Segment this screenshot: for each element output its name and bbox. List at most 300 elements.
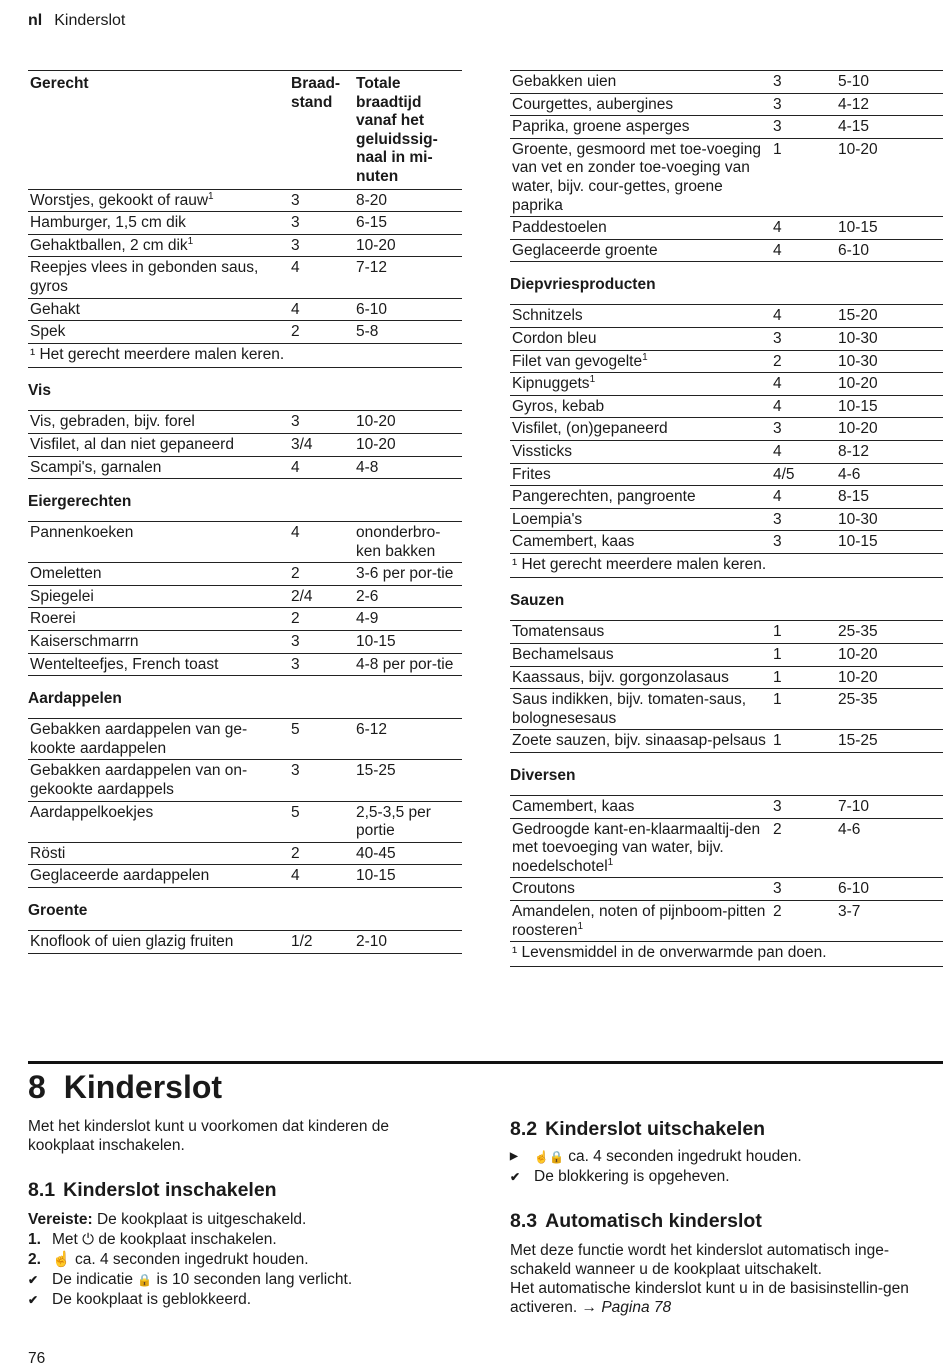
table-row	[510, 818, 943, 878]
dish-cell	[28, 653, 289, 676]
table-row	[510, 644, 943, 667]
table-row	[28, 801, 462, 842]
dish-name: Gebakken uien	[512, 73, 617, 90]
time-cell: 4-6	[838, 465, 861, 483]
sauzen-table	[510, 620, 943, 753]
dish-name: Aardappelkoekjes	[30, 803, 154, 821]
table-row	[28, 842, 462, 865]
stand-cell: 2	[773, 903, 782, 920]
table-row	[28, 865, 462, 888]
requirement-label: Vereiste:	[28, 1211, 93, 1228]
page-link[interactable]: → Pagina 78	[581, 1299, 672, 1316]
time-cell: 2-6	[356, 587, 379, 605]
section-8-3-title	[510, 1209, 943, 1233]
dish-name: Gedroogde kant-en-klaarmaaltij-den met toevoeging van water, bijv. noedelschotel	[512, 820, 761, 875]
dish-cell	[28, 189, 289, 212]
dish-cell	[510, 217, 771, 240]
step-text: ca. 4 seconden ingedrukt houden.	[70, 1251, 309, 1268]
vlees-table	[28, 70, 462, 368]
dish-cell	[510, 138, 771, 216]
dish-name: Gebakken aardappelen van ge-kookte aardappelen	[30, 721, 248, 757]
stand-cell: 4	[773, 442, 782, 460]
check-icon: ✔	[510, 1170, 521, 1184]
time-cell: 8-12	[838, 442, 870, 460]
time-cell: 2,5-3,5 per portie	[356, 803, 431, 840]
time-cell: 4-9	[356, 610, 379, 628]
step	[510, 1147, 943, 1167]
section-8-2-title	[510, 1117, 943, 1141]
power-icon: ⏻	[82, 1231, 95, 1248]
stand-cell: 1	[773, 732, 782, 750]
time-cell: 4-8	[356, 458, 379, 476]
dish-cell	[510, 730, 771, 753]
stand-cell: 4	[773, 307, 782, 325]
time-cell: 4-15	[838, 118, 870, 136]
footnote-ref: 1	[642, 351, 648, 363]
table-header-row	[28, 71, 462, 190]
chapter-title	[28, 1069, 222, 1106]
stand-cell: 2/4	[291, 587, 313, 605]
table-row	[28, 719, 462, 760]
stand-cell: 1	[773, 646, 782, 664]
stand-cell: 3	[291, 762, 300, 780]
stand-cell: 4	[291, 300, 300, 318]
section-title-aardappelen: Aardappelen	[28, 690, 122, 708]
dish-name: Knoflook of uien glazig fruiten	[30, 933, 234, 950]
table-row	[28, 631, 462, 654]
table-row	[28, 257, 462, 298]
dish-cell	[510, 901, 771, 942]
dish-cell	[510, 796, 771, 819]
table-row	[510, 796, 943, 819]
dish-name: Kipnuggets	[512, 375, 590, 393]
stand-cell: 3	[291, 655, 300, 673]
page-header	[28, 12, 125, 30]
table-row	[510, 418, 943, 441]
table-row	[510, 463, 943, 486]
dish-cell	[510, 644, 771, 667]
stand-cell: 3	[291, 191, 300, 209]
auto-lock-text-2	[510, 1279, 943, 1317]
time-cell: 10-20	[356, 236, 396, 254]
table-row	[28, 189, 462, 212]
table-row	[510, 486, 943, 509]
section-title-vis: Vis	[28, 382, 51, 400]
stand-cell: 3	[773, 880, 782, 898]
dish-name: Worstjes, gekookt of rauw	[30, 191, 209, 209]
dish-name: Croutons	[512, 880, 575, 898]
table-row	[510, 531, 943, 554]
stand-cell: 4	[773, 375, 782, 393]
dish-cell	[28, 760, 289, 801]
dish-name: Gebakken aardappelen van on-gekookte aardappels	[30, 762, 248, 799]
dish-cell	[510, 239, 771, 262]
time-cell: 7-12	[356, 259, 388, 277]
dish-cell	[510, 508, 771, 531]
table-row	[510, 730, 943, 753]
time-cell: 3-7	[838, 903, 861, 920]
stand-cell: 3	[773, 533, 782, 551]
chapter-intro: Met het kinderslot kunt u voorkomen dat kinderen de kookplaat inschakelen.	[28, 1118, 390, 1154]
eier-table	[28, 521, 462, 676]
lock-icon: 🔒	[137, 1273, 153, 1287]
dish-name: Zoete sauzen, bijv. sinaasap-pelsaus	[512, 732, 766, 750]
time-cell: 10-15	[838, 533, 878, 551]
steps-list	[28, 1230, 468, 1310]
stand-cell: 3	[773, 73, 782, 90]
dish-name: Visfilet, al dan niet gepaneerd	[30, 435, 234, 453]
dish-name: Gyros, kebab	[512, 397, 605, 415]
time-cell: 25-35	[838, 691, 878, 709]
stand-cell: 4/5	[773, 465, 795, 483]
table-row	[510, 508, 943, 531]
step-text: Met	[52, 1231, 83, 1248]
dish-name: Geglaceerde aardappelen	[30, 867, 210, 885]
time-cell: 6-10	[838, 241, 870, 259]
result-text: De kookplaat is geblokkeerd.	[52, 1291, 252, 1308]
dish-cell	[28, 842, 289, 865]
time-cell: 10-30	[838, 329, 878, 347]
dish-cell	[28, 563, 289, 586]
dish-cell	[28, 298, 289, 321]
dish-cell	[28, 212, 289, 235]
hand-touch-icon: ☝	[52, 1251, 71, 1268]
footnote-ref: 1	[577, 920, 584, 932]
time-cell: 2-10	[356, 933, 388, 950]
dish-cell	[510, 689, 771, 730]
stand-cell: 3	[291, 214, 300, 232]
chapter-title-text: Kinderslot	[63, 1069, 223, 1105]
dish-name: Gehakt	[30, 300, 80, 318]
dish-cell	[510, 463, 771, 486]
diepvries-table	[510, 304, 943, 578]
table-row	[28, 522, 462, 563]
dish-name: Vissticks	[512, 442, 573, 460]
header-title: Kinderslot	[54, 12, 126, 29]
table-row	[28, 321, 462, 344]
col-header-braadtijd: Totale braadtijd vanaf het geluidssig- naal in mi- nuten	[356, 75, 438, 185]
dish-name: Courgettes, aubergines	[512, 95, 674, 113]
table-row	[28, 585, 462, 608]
dish-cell	[28, 234, 289, 257]
table-row	[28, 760, 462, 801]
dish-cell	[28, 257, 289, 298]
time-cell: 4-8 per por-tie	[356, 655, 454, 673]
dish-name: Camembert, kaas	[512, 533, 635, 551]
stand-cell: 3	[773, 798, 782, 816]
language-code: nl	[28, 12, 43, 29]
hand-lock-icon: ☝🔒	[534, 1150, 564, 1164]
result-1	[28, 1270, 468, 1290]
dish-name: Schnitzels	[512, 307, 583, 325]
table-row	[28, 456, 462, 479]
requirement-text: De kookplaat is uitgeschakeld.	[92, 1211, 307, 1228]
stand-cell: 4	[291, 458, 300, 476]
dish-name: Visfilet, (on)gepaneerd	[512, 420, 668, 438]
time-cell: 15-20	[838, 307, 878, 325]
time-cell: 10-20	[356, 435, 396, 453]
dish-name: Wentelteefjes, French toast	[30, 655, 219, 673]
dish-cell	[510, 418, 771, 441]
result-text: De indicatie	[52, 1271, 138, 1288]
dish-cell	[510, 818, 771, 878]
dish-name: Spiegelei	[30, 587, 94, 605]
section-number: 8.2	[510, 1118, 538, 1140]
section-title-diversen: Diversen	[510, 767, 576, 785]
stand-cell: 3	[773, 329, 782, 347]
time-cell: 10-20	[838, 420, 878, 438]
dish-name: Frites	[512, 465, 551, 483]
auto-lock-text: Met deze functie wordt het kinderslot automatisch inge-schakeld wanneer u de kookplaat uitschakelt.	[510, 1242, 890, 1278]
col-header-gerecht: Gerecht	[30, 75, 89, 92]
dish-cell	[28, 719, 289, 760]
time-cell: 10-20	[838, 375, 878, 393]
dish-name: Omeletten	[30, 565, 102, 583]
dish-name: Cordon bleu	[512, 329, 597, 347]
table-row	[28, 931, 462, 954]
dish-cell	[28, 631, 289, 654]
page-number: 76	[28, 1350, 46, 1367]
chapter-rule	[28, 1061, 943, 1064]
dish-cell	[510, 93, 771, 116]
dish-name: Bechamelsaus	[512, 646, 614, 664]
time-cell: 10-20	[356, 413, 396, 431]
dish-cell	[510, 395, 771, 418]
time-cell: 5-10	[838, 73, 870, 90]
chapter-number: 8	[28, 1069, 46, 1105]
time-cell: 10-15	[356, 867, 396, 885]
dish-cell	[28, 456, 289, 479]
table-row	[510, 621, 943, 644]
section-title-text: Kinderslot inschakelen	[63, 1179, 277, 1201]
text: Het automatische kinderslot kunt u in de basisinstellin-gen activeren.	[510, 1280, 909, 1316]
dish-cell	[510, 878, 771, 901]
left-text-block	[28, 1117, 468, 1310]
time-cell: 6-10	[838, 880, 870, 898]
footnote-row	[28, 343, 462, 368]
table-row	[510, 901, 943, 942]
table-row	[510, 666, 943, 689]
time-cell: 10-30	[838, 510, 878, 528]
stand-cell: 5	[291, 803, 300, 821]
table-row	[510, 373, 943, 396]
stand-cell: 3/4	[291, 435, 313, 453]
dish-name: Camembert, kaas	[512, 798, 635, 816]
table-row	[510, 138, 943, 216]
table-row	[510, 395, 943, 418]
requirement	[28, 1210, 468, 1229]
dish-name: Loempia's	[512, 510, 583, 528]
right-text-block	[510, 1117, 943, 1317]
stand-cell: 3	[291, 236, 300, 254]
dish-cell	[28, 608, 289, 631]
dish-cell	[28, 522, 289, 563]
stand-cell: 1	[773, 691, 782, 709]
footnote: ¹ Levensmiddel in de onverwarmde pan doen.	[512, 944, 827, 962]
dish-cell	[28, 801, 289, 842]
dish-cell	[510, 327, 771, 350]
section-title-text: Automatisch kinderslot	[545, 1210, 762, 1232]
dish-cell	[510, 116, 771, 139]
dish-cell	[510, 305, 771, 328]
table-row	[28, 563, 462, 586]
section-8-1-title	[28, 1178, 468, 1202]
dish-name: Paprika, groene asperges	[512, 118, 690, 136]
left-column	[28, 70, 462, 954]
dish-name: Groente, gesmoord met toe-voeging van vet en zonder toe-voeging van water, bijv. cour-gettes, groene paprika	[512, 140, 761, 214]
step-1: 1. Met ⏻ de kookplaat inschakelen.	[28, 1231, 277, 1248]
dish-cell	[28, 321, 289, 344]
dish-name: Filet van gevogelte	[512, 352, 643, 370]
step-text: de kookplaat inschakelen.	[94, 1231, 277, 1248]
col-header-braadstand: Braad- stand	[291, 75, 341, 111]
table-row	[510, 440, 943, 463]
time-cell: 10-30	[838, 352, 878, 370]
dish-name: Pannenkoeken	[30, 524, 134, 542]
result	[510, 1167, 943, 1187]
dish-name: Hamburger, 1,5 cm dik	[30, 214, 186, 232]
arrow-icon: ▶	[510, 1151, 518, 1162]
dish-cell	[28, 865, 289, 888]
dish-name: Kaiserschmarrn	[30, 633, 139, 651]
stand-cell: 4	[773, 397, 782, 415]
footnote: ¹ Het gerecht meerdere malen keren.	[512, 555, 767, 573]
section-title-groente: Groente	[28, 902, 88, 919]
table-row	[28, 234, 462, 257]
table-row	[510, 217, 943, 240]
time-cell: 6-10	[356, 300, 388, 318]
stand-cell: 2	[773, 352, 782, 370]
table-row	[510, 327, 943, 350]
stand-cell: 4	[291, 524, 300, 542]
section-title-sauzen: Sauzen	[510, 592, 565, 610]
footnote-ref: 1	[187, 235, 194, 247]
section-number: 8.1	[28, 1179, 56, 1201]
right-column	[510, 70, 943, 967]
dish-cell	[28, 585, 289, 608]
time-cell: 10-15	[838, 219, 878, 237]
table-row	[28, 298, 462, 321]
dish-cell	[28, 433, 289, 456]
time-cell: 8-15	[838, 488, 870, 506]
dish-cell	[510, 71, 771, 94]
time-cell: 4-12	[838, 95, 870, 113]
stand-cell: 3	[291, 413, 300, 431]
step-2: 2. ☝ ca. 4 seconden ingedrukt houden.	[28, 1251, 309, 1268]
time-cell: 15-25	[356, 762, 396, 780]
dish-cell	[510, 666, 771, 689]
stand-cell: 3	[773, 118, 782, 136]
stand-cell: 4	[291, 259, 300, 277]
dish-cell	[28, 411, 289, 434]
dish-name: Paddestoelen	[512, 219, 607, 237]
groente-cont-table	[510, 70, 943, 262]
stand-cell: 2	[291, 323, 300, 341]
dish-name: Roerei	[30, 610, 76, 628]
time-cell: 25-35	[838, 623, 878, 641]
check-icon: ✔	[28, 1273, 39, 1287]
dish-cell	[510, 486, 771, 509]
time-cell: 7-10	[838, 798, 870, 816]
table-row	[510, 93, 943, 116]
vis-table	[28, 410, 462, 479]
table-row	[28, 653, 462, 676]
stand-cell: 2	[291, 844, 300, 862]
time-cell: 5-8	[356, 323, 379, 341]
section-number: 8.3	[510, 1210, 538, 1232]
time-cell: 10-20	[838, 140, 878, 158]
footnote-row	[510, 553, 943, 578]
stand-cell: 5	[291, 721, 300, 739]
groente-table	[28, 930, 462, 954]
stand-cell: 4	[291, 867, 300, 885]
step-text: ca. 4 seconden ingedrukt houden.	[563, 1148, 802, 1165]
footnote-ref: 1	[208, 190, 214, 202]
aardappelen-table	[28, 718, 462, 888]
time-cell: ononderbro-ken bakken	[356, 524, 441, 560]
result-2	[28, 1290, 468, 1310]
time-cell: 3-6 per por-tie	[356, 565, 454, 583]
dish-name: Vis, gebraden, bijv. forel	[30, 413, 195, 431]
time-cell: 10-15	[356, 633, 396, 651]
stand-cell: 3	[773, 420, 782, 438]
table-row	[510, 116, 943, 139]
dish-name: Reepjes vlees in gebonden saus, gyros	[30, 259, 259, 295]
dish-name: Saus indikken, bijv. tomaten-saus, bolognesesaus	[512, 691, 747, 727]
result-text: is 10 seconden lang verlicht.	[152, 1271, 353, 1288]
dish-name: Tomatensaus	[512, 623, 605, 641]
dish-name: Kaassaus, bijv. gorgonzolasaus	[512, 668, 729, 686]
footnote-row	[510, 942, 943, 967]
footnote: ¹ Het gerecht meerdere malen keren.	[30, 345, 285, 363]
time-cell: 10-15	[838, 397, 878, 415]
section-title-text: Kinderslot uitschakelen	[545, 1118, 766, 1140]
table-row	[28, 608, 462, 631]
table-row	[510, 239, 943, 262]
table-row	[510, 689, 943, 730]
time-cell: 8-20	[356, 191, 388, 209]
stand-cell: 4	[773, 488, 782, 506]
stand-cell: 2	[291, 610, 300, 628]
table-row	[510, 350, 943, 373]
stand-cell: 2	[773, 820, 782, 838]
dish-name: Pangerechten, pangroente	[512, 488, 696, 506]
dish-name: Gehaktballen, 2 cm dik	[30, 236, 188, 254]
table-row	[510, 71, 943, 94]
stand-cell: 1	[773, 140, 782, 158]
stand-cell: 3	[773, 510, 782, 528]
stand-cell: 4	[773, 219, 782, 237]
stand-cell: 1	[773, 668, 782, 686]
dish-name: Geglaceerde groente	[512, 241, 658, 259]
dish-cell	[510, 440, 771, 463]
table-row	[510, 878, 943, 901]
result-text: De blokkering is opgeheven.	[534, 1168, 730, 1185]
stand-cell: 2	[291, 565, 300, 583]
table-row	[28, 411, 462, 434]
stand-cell: 1/2	[291, 933, 313, 950]
table-row	[510, 305, 943, 328]
time-cell: 6-12	[356, 721, 388, 739]
dish-name: Amandelen, noten of pijnboom-pitten roosteren	[512, 903, 766, 939]
footnote-ref: 1	[589, 374, 596, 386]
stand-cell: 1	[773, 623, 782, 641]
stand-cell: 3	[773, 95, 782, 113]
dish-name: Spek	[30, 323, 66, 341]
stand-cell: 4	[773, 241, 782, 259]
dish-cell	[510, 621, 771, 644]
footnote-ref: 1	[607, 856, 614, 868]
